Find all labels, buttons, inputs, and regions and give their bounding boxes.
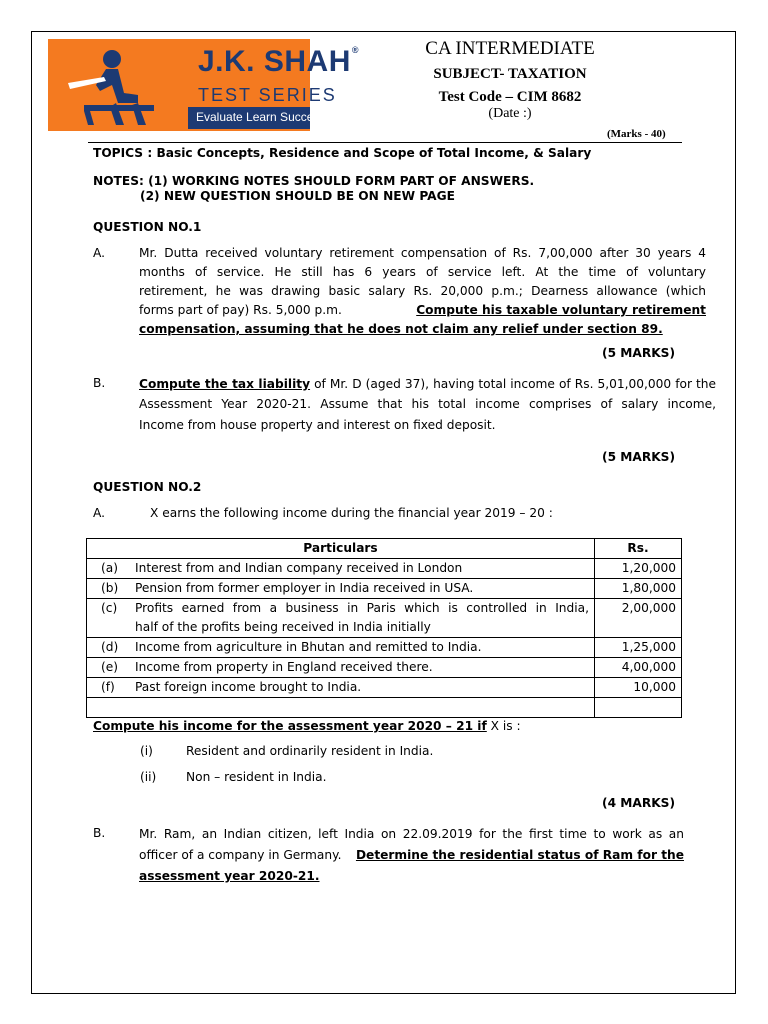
q1-a-line: retirement, he was drawing basic salary Rs. 20,000 p.m.; Dearness allowance (which xyxy=(139,284,706,298)
q1-a-bold-line: compensation, assuming that he does not claim any relief under section 89. xyxy=(139,322,663,336)
row-desc-line-1: Profits earned from a business in Paris which is controlled in India, xyxy=(135,601,589,615)
logo-tagline: Evaluate Learn Succeed xyxy=(196,110,327,124)
row-label: (a) xyxy=(87,559,132,579)
row-label: (c) xyxy=(87,599,132,638)
q1-b-marks: (5 MARKS) xyxy=(602,450,676,464)
total-marks: (Marks - 40) xyxy=(607,128,666,140)
table-row xyxy=(87,638,682,658)
logo-wordmark: J.K. SHAH® xyxy=(198,45,359,78)
question-2-heading: QUESTION NO.2 xyxy=(93,480,202,494)
q1-a-label: A. xyxy=(93,246,105,260)
empty-cell xyxy=(87,698,595,718)
q2-b-text xyxy=(139,824,684,887)
q1-a-bold-tail: Compute his taxable voluntary retirement xyxy=(416,303,706,317)
test-code: Test Code – CIM 8682 xyxy=(438,89,582,105)
table-row xyxy=(87,599,682,638)
notes-line-2: (2) NEW QUESTION SHOULD BE ON NEW PAGE xyxy=(140,189,455,203)
table-header-particulars: Particulars xyxy=(87,539,595,559)
row-amount: 1,80,000 xyxy=(595,579,682,599)
q1-b-bold-head: Compute the tax liability xyxy=(139,377,311,391)
q1-b-line2: Assessment Year 2020-21. Assume that his total income comprises of salary income, xyxy=(139,397,716,411)
row-desc: Income from property in England received there. xyxy=(131,658,595,678)
q1-a-line xyxy=(139,301,706,320)
q2-a-compute-rest: X is : xyxy=(486,719,521,733)
jk-shah-logo xyxy=(48,39,359,131)
row-desc: Pension from former employer in India received in USA. xyxy=(131,579,595,599)
question-1-heading: QUESTION NO.1 xyxy=(93,220,202,234)
exam-date: (Date :) xyxy=(488,106,532,121)
row-amount: 1,25,000 xyxy=(595,638,682,658)
q2-a-compute-bold: Compute his income for the assessment year 2020 – 21 if xyxy=(93,719,487,733)
q2-b-line2 xyxy=(139,845,684,866)
q2-b-line3-bold: assessment year 2020-21. xyxy=(139,869,320,883)
exam-subject: SUBJECT- TAXATION xyxy=(433,66,587,82)
header-rule xyxy=(88,142,682,143)
row-desc: Interest from and Indian company received in London xyxy=(131,559,595,579)
row-label: (b) xyxy=(87,579,132,599)
row-label: (f) xyxy=(87,678,132,698)
option-text: Resident and ordinarily resident in India. xyxy=(186,744,434,758)
table-row xyxy=(87,579,682,599)
income-table xyxy=(86,538,682,718)
option-label: (i) xyxy=(140,744,153,758)
row-desc-line-2: half of the profits being received in India initially xyxy=(135,620,431,634)
row-amount: 1,20,000 xyxy=(595,559,682,579)
q2-a-label: A. xyxy=(93,506,105,520)
row-desc xyxy=(131,599,595,638)
q2-b-label: B. xyxy=(93,826,106,840)
student-reading-icon xyxy=(54,45,174,127)
q2-a-compute xyxy=(93,717,521,736)
q1-b-line xyxy=(139,374,716,394)
exam-title: CA INTERMEDIATE xyxy=(425,38,595,59)
row-desc: Past foreign income brought to India. xyxy=(131,678,595,698)
q2-a-marks: (4 MARKS) xyxy=(602,796,676,810)
q2-b-line2-plain: officer of a company in Germany. xyxy=(139,848,342,862)
row-amount: 2,00,000 xyxy=(595,599,682,638)
q1-a-marks: (5 MARKS) xyxy=(602,346,676,360)
q1-a-line: months of service. He still has 6 years of service left. At the time of voluntary xyxy=(139,265,706,279)
notes-line-1: NOTES: (1) WORKING NOTES SHOULD FORM PART OF ANSWERS. xyxy=(93,174,535,188)
q1-b-line3: Income from house property and interest on fixed deposit. xyxy=(139,418,496,432)
logo-series: TEST SERIES xyxy=(198,85,337,105)
table-row xyxy=(87,658,682,678)
row-label: (d) xyxy=(87,638,132,658)
q1-a-line: Mr. Dutta received voluntary retirement compensation of Rs. 7,00,000 after 30 years 4 xyxy=(139,246,706,260)
row-label: (e) xyxy=(87,658,132,678)
row-amount: 10,000 xyxy=(595,678,682,698)
table-empty-row xyxy=(87,698,682,718)
empty-cell xyxy=(595,698,682,718)
q1-b-text xyxy=(139,374,716,436)
q1-a-line-plain: forms part of pay) Rs. 5,000 p.m. xyxy=(139,303,342,317)
option-label: (ii) xyxy=(140,770,157,784)
q1-b-line1-rest: of Mr. D (aged 37), having total income of Rs. 5,01,00,000 for the xyxy=(310,377,716,391)
topics-line: TOPICS : Basic Concepts, Residence and Scope of Total Income, & Salary xyxy=(93,146,592,160)
q2-b-line2-bold: Determine the residential status of Ram for the xyxy=(355,848,684,862)
q1-a-text xyxy=(139,244,706,339)
table-row xyxy=(87,559,682,579)
table-header-row xyxy=(87,539,682,559)
option-text: Non – resident in India. xyxy=(186,770,327,784)
q2-a-intro: X earns the following income during the financial year 2019 – 20 : xyxy=(150,506,553,520)
q1-b-label: B. xyxy=(93,376,106,390)
row-amount: 4,00,000 xyxy=(595,658,682,678)
row-desc: Income from agriculture in Bhutan and remitted to India. xyxy=(131,638,595,658)
table-header-amount: Rs. xyxy=(595,539,682,559)
table-row xyxy=(87,678,682,698)
q2-b-line1: Mr. Ram, an Indian citizen, left India on 22.09.2019 for the first time to work as an xyxy=(139,827,684,841)
